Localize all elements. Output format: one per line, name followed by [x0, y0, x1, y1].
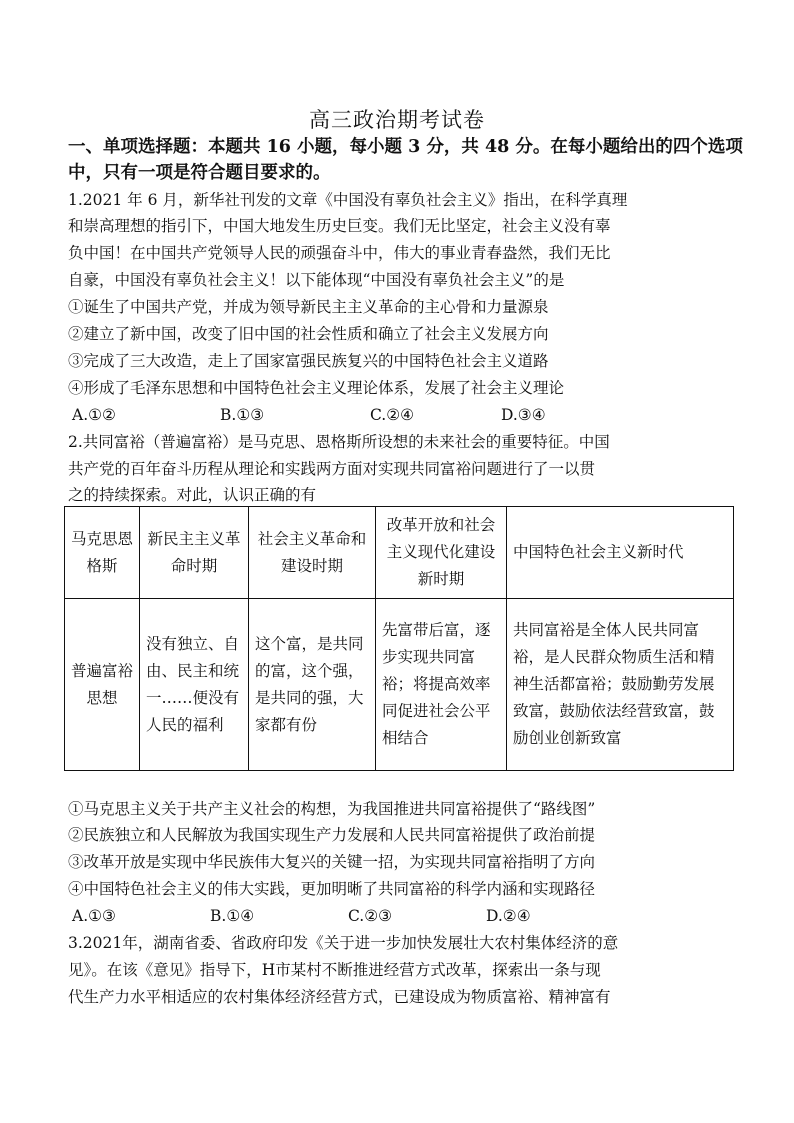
q2-item: ④中国特色社会主义的伟大实践，更加明晰了共同富裕的科学内涵和实现路径: [68, 880, 596, 898]
q1-option-b[interactable]: B.①③: [220, 406, 265, 424]
q1-item: ②建立了新中国，改变了旧中国的社会性质和确立了社会主义发展方向: [68, 325, 549, 343]
q1-stem-line: 自豪，中国没有辜负社会主义！以下能体现“中国没有辜负社会主义”的是: [68, 271, 565, 289]
q1-option-a[interactable]: A.①②: [72, 406, 116, 424]
q1-item: ③完成了三大改造，走上了国家富强民族复兴的中国特色社会主义道路: [68, 352, 549, 370]
q2-item: ①马克思主义关于共产主义社会的构想，为我国推进共同富裕提供了“路线图”: [68, 800, 596, 818]
q1-item: ①诞生了中国共产党，并成为领导新民主主义革命的主心骨和力量源泉: [68, 298, 549, 316]
q3-stem-line: 见》。在该《意见》指导下，H市某村不断推进经营方式改革，探索出一条与现: [68, 961, 601, 979]
q2-option-b[interactable]: B.①④: [210, 907, 255, 925]
table-header-cell: 中国特色社会主义新时代: [507, 507, 734, 599]
q1-option-d[interactable]: D.③④: [501, 406, 546, 424]
table-header-cell: 社会主义革命和建设时期: [249, 507, 376, 599]
q2-item: ③改革开放是实现中华民族伟大复兴的关键一招，为实现共同富裕指明了方向: [68, 853, 596, 871]
table-cell: 先富带后富，逐步实现共同富裕；将提高效率同促进社会公平相结合: [376, 599, 507, 771]
q1-stem-line: 负中国！在中国共产党领导人民的顽强奋斗中，伟大的事业青春盎然，我们无比: [68, 244, 611, 262]
table-cell: 普遍富裕思想: [65, 599, 140, 771]
q2-option-d[interactable]: D.②④: [486, 907, 531, 925]
table-cell: 共同富裕是全体人民共同富裕，是人民群众物质生活和精神生活都富裕；鼓励勤劳发展致富，鼓励依法经营致富，鼓励创业创新致富: [507, 599, 734, 771]
table-header-row: [65, 507, 734, 599]
q1-option-c[interactable]: C.②④: [370, 406, 415, 424]
q3-stem-line: 代生产力水平相适应的农村集体经济经营方式，已建设成为物质富裕、精神富有: [68, 988, 611, 1006]
q2-stem-line: 之的持续探索。对此，认识正确的有: [68, 486, 317, 504]
q2-option-c[interactable]: C.②③: [348, 907, 393, 925]
table-header-cell: 马克思恩格斯: [65, 507, 140, 599]
q2-stem-line: 共产党的百年奋斗历程从理论和实践两方面对实现共同富裕问题进行了一以贯: [68, 460, 596, 478]
q2-stem-line: 2.共同富裕（普遍富裕）是马克思、恩格斯所设想的未来社会的重要特征。中国: [68, 433, 610, 451]
table-row: [65, 599, 734, 771]
q1-item: ④形成了毛泽东思想和中国特色社会主义理论体系，发展了社会主义理论: [68, 379, 565, 397]
section-heading: 一、单项选择题：本题共 16 小题，每小题 3 分，共 48 分。在每小题给出的四个选项中，只有一项是符合题目要求的。: [68, 137, 743, 183]
common-prosperity-table: [64, 506, 734, 771]
table-header-cell: 改革开放和社会主义现代化建设新时期: [376, 507, 507, 599]
table-cell: 这个富，是共同的富，这个强，是共同的强，大家都有份: [249, 599, 376, 771]
q2-item: ②民族独立和人民解放为我国实现生产力发展和人民共同富裕提供了政治前提: [68, 826, 596, 844]
q3-stem-line: 3.2021年，湖南省委、省政府印发《关于进一步加快发展壮大农村集体经济的意: [68, 934, 619, 952]
page-title: 高三政治期考试卷: [309, 108, 485, 132]
q1-stem-line: 和崇高理想的指引下，中国大地发生历史巨变。我们无比坚定，社会主义没有辜: [68, 217, 611, 235]
table-cell: 没有独立、自由、民主和统一……便没有人民的福利: [140, 599, 249, 771]
table-header-cell: 新民主主义革命时期: [140, 507, 249, 599]
q2-option-a[interactable]: A.①③: [72, 907, 116, 925]
q1-stem-line: 1.2021 年 6 月，新华社刊发的文章《中国没有辜负社会主义》指出，在科学真理: [68, 191, 628, 209]
